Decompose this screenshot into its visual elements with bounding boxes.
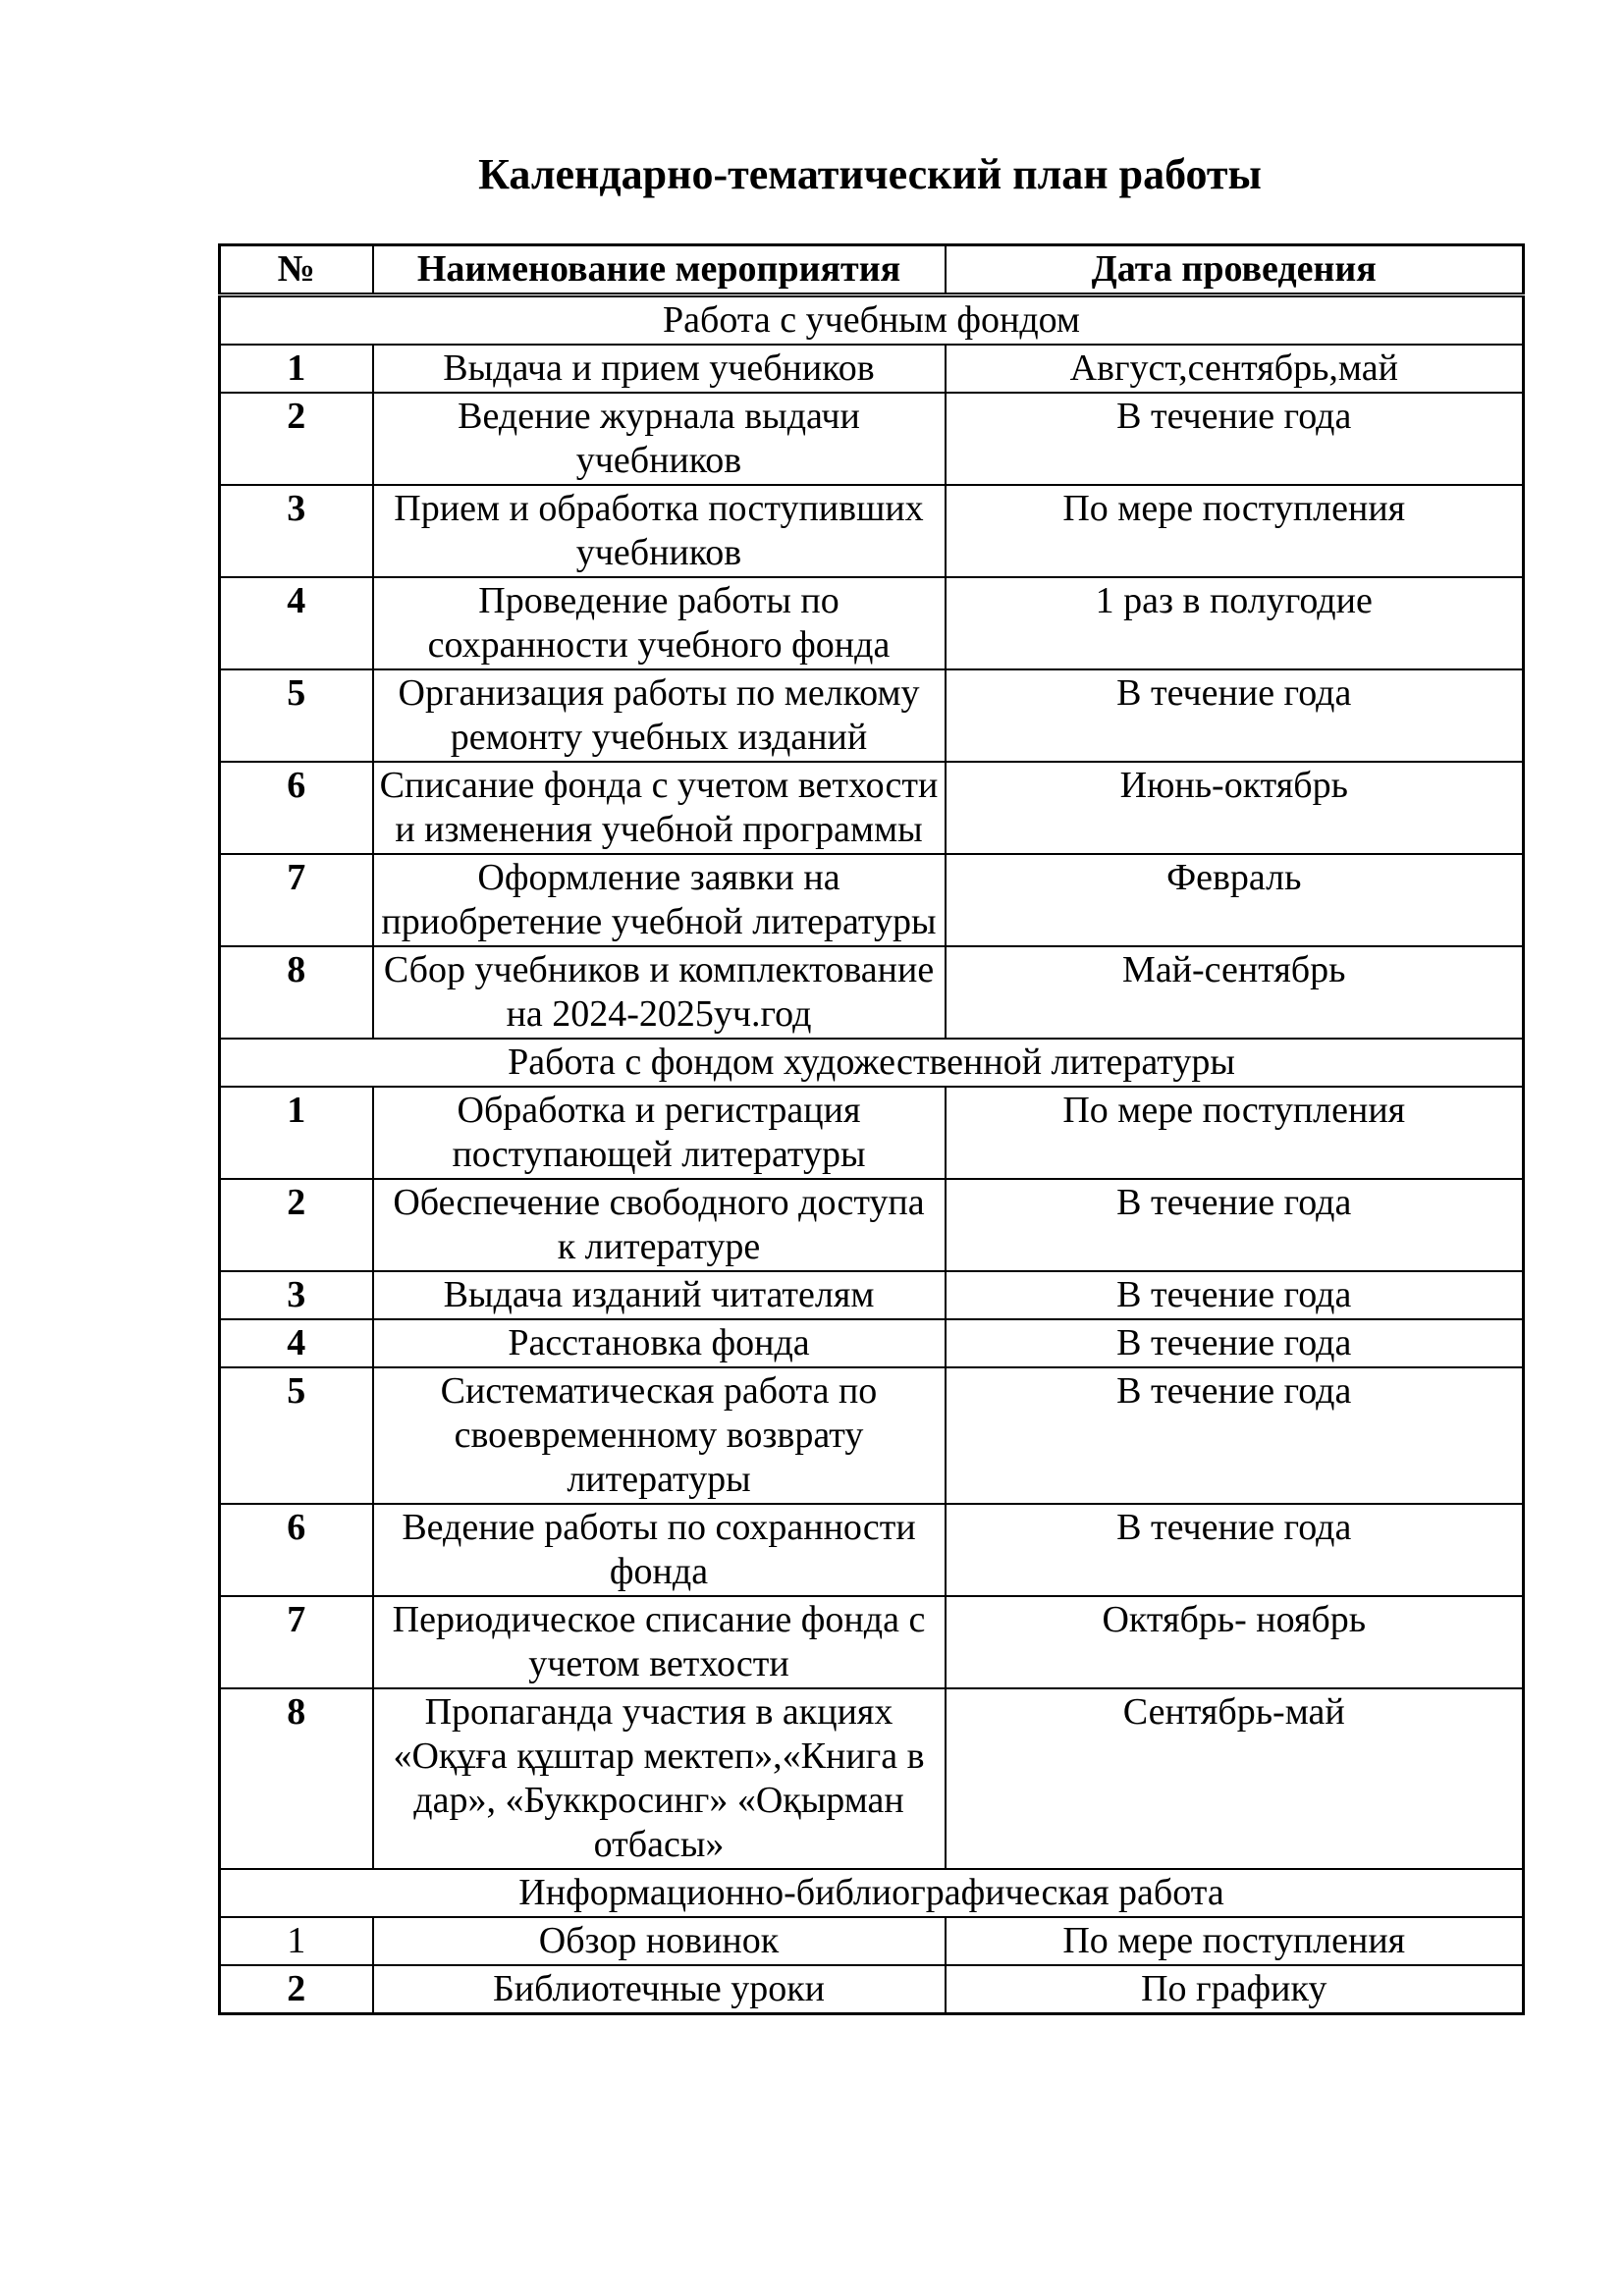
- table-row: [220, 762, 1524, 854]
- row-name: Выдача и прием учебников: [373, 345, 946, 393]
- row-date: Май-сентябрь: [946, 946, 1524, 1039]
- row-name: Ведение работы по сохранности фонда: [373, 1504, 946, 1596]
- row-name: Расстановка фонда: [373, 1319, 946, 1367]
- row-date: По мере поступления: [946, 485, 1524, 577]
- table-header-row: [220, 245, 1524, 295]
- row-date: В течение года: [946, 1504, 1524, 1596]
- row-name: Обработка и регистрация поступающей литературы: [373, 1087, 946, 1179]
- row-number: 3: [220, 485, 373, 577]
- section-heading: Работа с фондом художественной литературы: [220, 1039, 1524, 1087]
- row-date: Февраль: [946, 854, 1524, 946]
- plan-table-body: [220, 295, 1524, 2014]
- document-title: Календарно-тематический план работы: [478, 150, 1262, 198]
- table-row: [220, 1271, 1524, 1319]
- table-row: [220, 1179, 1524, 1271]
- row-name: Проведение работы по сохранности учебного фонда: [373, 577, 946, 669]
- row-date: В течение года: [946, 1319, 1524, 1367]
- table-row: [220, 1688, 1524, 1869]
- row-name: Систематическая работа по своевременному возврату литературы: [373, 1367, 946, 1504]
- row-name: Пропаганда участия в акциях «Оқұға құштар мектеп»,«Книга в дар», «Буккросинг» «Оқырман отбасы»: [373, 1688, 946, 1869]
- plan-table: [218, 243, 1525, 2015]
- row-number: 3: [220, 1271, 373, 1319]
- row-number: 2: [220, 1965, 373, 2014]
- row-number: 8: [220, 1688, 373, 1869]
- row-date: Июнь-октябрь: [946, 762, 1524, 854]
- row-number: 8: [220, 946, 373, 1039]
- row-number: 6: [220, 762, 373, 854]
- section-heading-row: [220, 1869, 1524, 1917]
- row-number: 2: [220, 393, 373, 485]
- row-date: По мере поступления: [946, 1917, 1524, 1965]
- row-date: Сентябрь-май: [946, 1688, 1524, 1869]
- row-number: 6: [220, 1504, 373, 1596]
- table-row: [220, 946, 1524, 1039]
- row-date: По мере поступления: [946, 1087, 1524, 1179]
- row-name: Прием и обработка поступивших учебников: [373, 485, 946, 577]
- row-name: Периодическое списание фонда с учетом ветхости: [373, 1596, 946, 1688]
- row-name: Обеспечение свободного доступа к литературе: [373, 1179, 946, 1271]
- table-row: [220, 577, 1524, 669]
- section-heading: Информационно-библиографическая работа: [220, 1869, 1524, 1917]
- section-heading-row: [220, 295, 1524, 346]
- section-heading: Работа с учебным фондом: [220, 295, 1524, 346]
- table-row: [220, 485, 1524, 577]
- section-heading-row: [220, 1039, 1524, 1087]
- row-date: В течение года: [946, 1179, 1524, 1271]
- row-number: 5: [220, 1367, 373, 1504]
- row-date: Август,сентябрь,май: [946, 345, 1524, 393]
- row-number: 4: [220, 1319, 373, 1367]
- row-name: Обзор новинок: [373, 1917, 946, 1965]
- table-row: [220, 1917, 1524, 1965]
- row-number: 1: [220, 1917, 373, 1965]
- row-date: В течение года: [946, 1367, 1524, 1504]
- row-name: Ведение журнала выдачи учебников: [373, 393, 946, 485]
- row-date: В течение года: [946, 393, 1524, 485]
- row-date: В течение года: [946, 669, 1524, 762]
- row-name: Списание фонда с учетом ветхости и изменения учебной программы: [373, 762, 946, 854]
- row-number: 2: [220, 1179, 373, 1271]
- row-date: По графику: [946, 1965, 1524, 2014]
- row-number: 7: [220, 854, 373, 946]
- row-name: Библиотечные уроки: [373, 1965, 946, 2014]
- row-name: Организация работы по мелкому ремонту учебных изданий: [373, 669, 946, 762]
- row-name: Оформление заявки на приобретение учебной литературы: [373, 854, 946, 946]
- table-row: [220, 1596, 1524, 1688]
- row-number: 1: [220, 345, 373, 393]
- table-row: [220, 345, 1524, 393]
- row-number: 1: [220, 1087, 373, 1179]
- row-name: Сбор учебников и комплектование на 2024-2025уч.год: [373, 946, 946, 1039]
- row-date: 1 раз в полугодие: [946, 577, 1524, 669]
- table-row: [220, 393, 1524, 485]
- column-header-name: Наименование мероприятия: [373, 245, 946, 295]
- row-date: Октябрь- ноябрь: [946, 1596, 1524, 1688]
- row-name: Выдача изданий читателям: [373, 1271, 946, 1319]
- table-row: [220, 1965, 1524, 2014]
- column-header-num: №: [220, 245, 373, 295]
- row-number: 5: [220, 669, 373, 762]
- table-row: [220, 1087, 1524, 1179]
- column-header-date: Дата проведения: [946, 245, 1524, 295]
- table-row: [220, 854, 1524, 946]
- table-row: [220, 1367, 1524, 1504]
- row-number: 7: [220, 1596, 373, 1688]
- table-row: [220, 669, 1524, 762]
- table-row: [220, 1504, 1524, 1596]
- table-row: [220, 1319, 1524, 1367]
- row-number: 4: [220, 577, 373, 669]
- row-date: В течение года: [946, 1271, 1524, 1319]
